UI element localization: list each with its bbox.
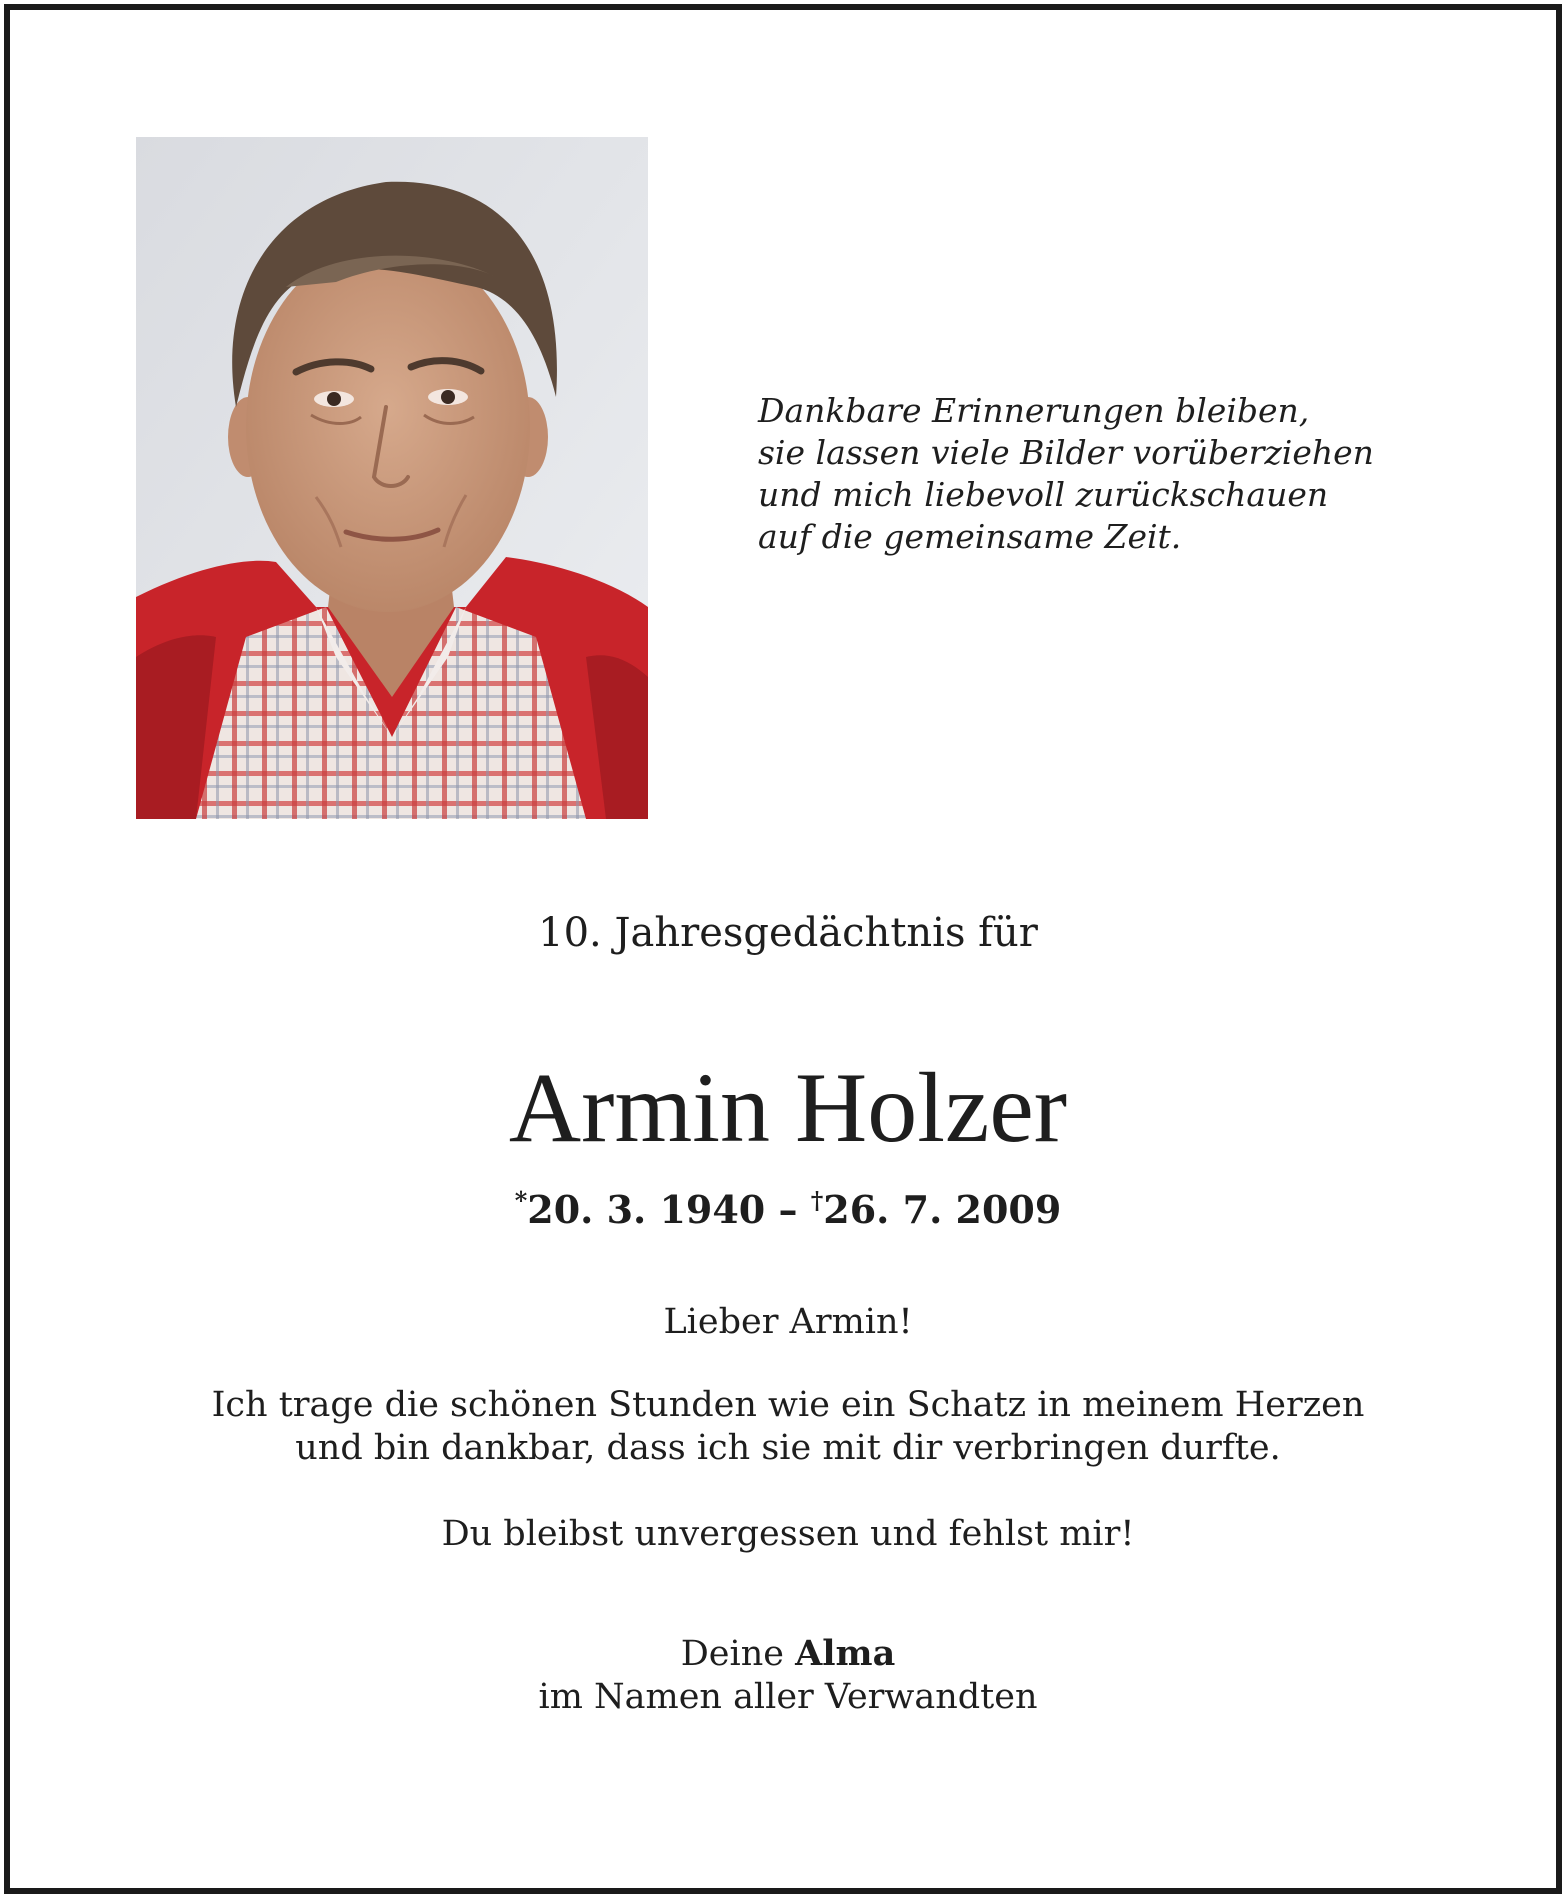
quote-line: sie lassen viele Bilder vorüberziehen — [758, 433, 1374, 472]
memorial-message — [10, 1384, 1566, 1470]
message-line: und bin dankbar, dass ich sie mit dir verbringen durfte. — [295, 1428, 1281, 1468]
greeting: Lieber Armin! — [663, 1302, 913, 1342]
signature-line-2: im Namen aller Verwandten — [538, 1677, 1038, 1717]
memorial-quote — [758, 390, 1458, 558]
birth-symbol: * — [514, 1186, 528, 1215]
life-dates — [10, 1178, 1566, 1233]
memorial-intro: 10. Jahresgedächtnis für — [538, 910, 1038, 956]
signature-line-1 — [10, 1632, 1566, 1676]
quote-line: Dankbare Erinnerungen bleiben, — [758, 391, 1310, 430]
date-separator: – — [765, 1187, 811, 1232]
closing-line: Du bleibst unvergessen und fehlst mir! — [441, 1514, 1135, 1554]
birth-date: 20. 3. 1940 — [527, 1187, 766, 1232]
signature-prefix: Deine — [680, 1634, 796, 1674]
signature — [10, 1632, 1566, 1719]
obituary-frame — [4, 4, 1562, 1894]
deceased-name: Armin Holzer — [508, 1052, 1068, 1163]
death-date: 26. 7. 2009 — [823, 1187, 1062, 1232]
quote-line: und mich liebevoll zurückschauen — [758, 475, 1329, 514]
signature-name: Alma — [795, 1633, 896, 1674]
portrait-photo — [136, 137, 648, 819]
death-symbol: † — [810, 1186, 824, 1215]
quote-line: auf die gemeinsame Zeit. — [758, 517, 1182, 556]
message-line: Ich trage die schönen Stunden wie ein Schatz in meinem Herzen — [211, 1385, 1365, 1425]
